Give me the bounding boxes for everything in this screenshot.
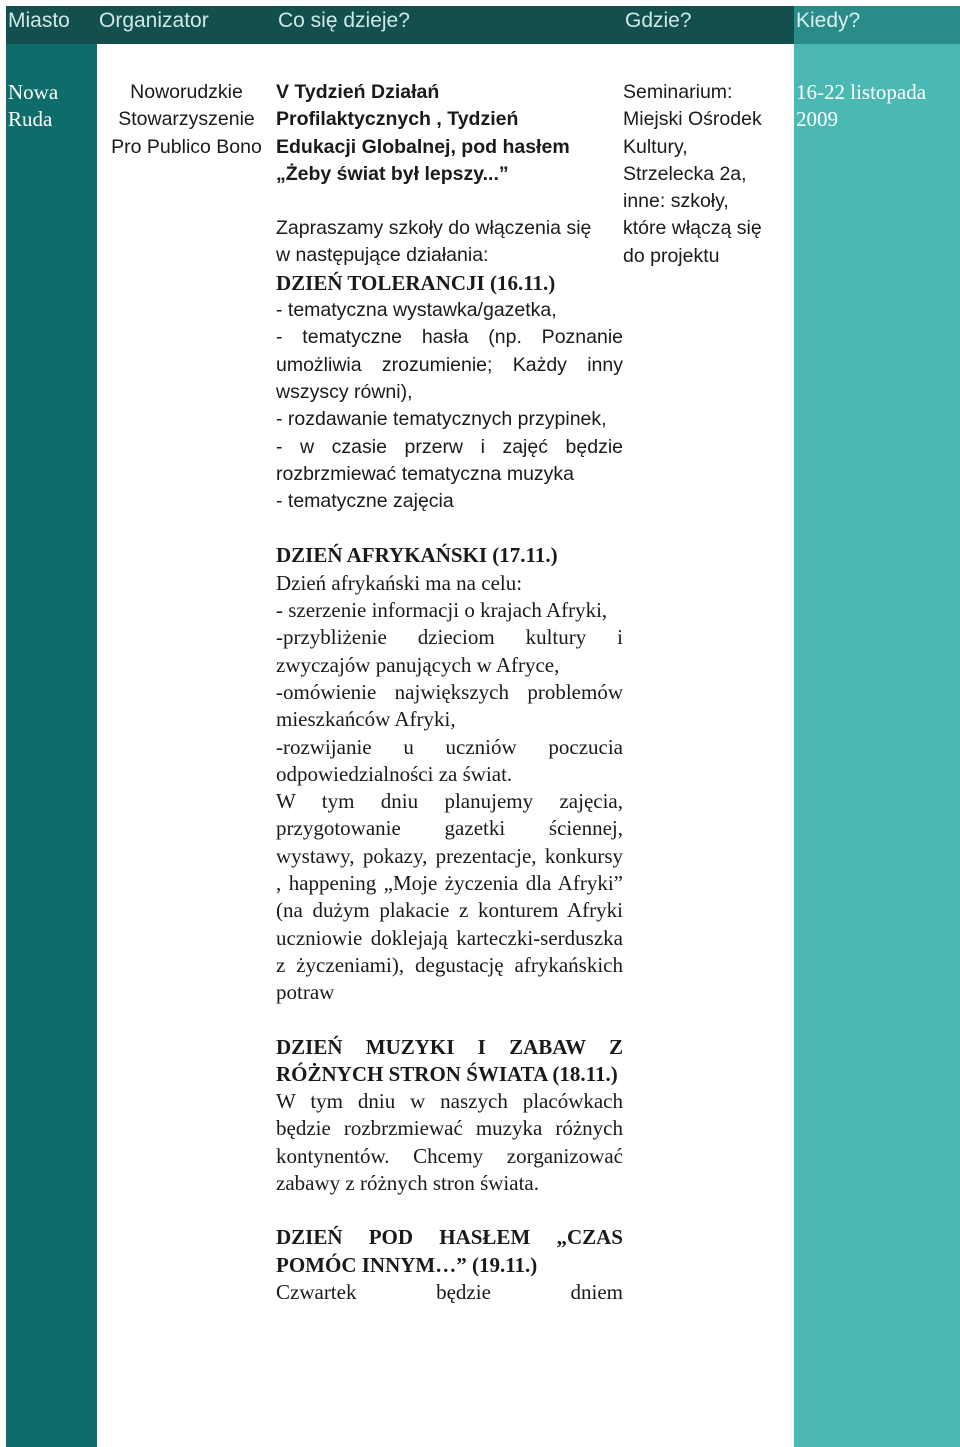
event-title-line: V Tydzień Działań [276, 81, 440, 103]
pomoc-text: Czwartek będzie dniem [276, 1279, 623, 1304]
tolerancja-item: - tematyczna wystawka/gazetka, [276, 299, 557, 322]
event-title-line: Profilaktycznych , Tydzień [276, 108, 519, 131]
invite-line: Zapraszamy szkoły do włączenia się [276, 217, 592, 240]
tolerancja-item: - tematyczne hasła (np. Poznanie umożliwia zrozumienie; Każdy inny wszyscy równi), [276, 326, 623, 403]
cell-miasto [6, 79, 97, 134]
organizator-line: Noworudzkie [130, 81, 243, 103]
section-gap [276, 1007, 623, 1034]
cell-gdzie: Seminarium: Miejski Ośrodek Kultury, Strzelecka 2a, inne: szkoły, które włączą się do projektu [623, 81, 762, 267]
header-kiedy: Kiedy? [794, 6, 960, 44]
afryka-item: -rozwijanie u uczniów poczucia odpowiedzialności za świat. [276, 734, 623, 786]
section-gap [276, 1197, 623, 1224]
tolerancja-heading: DZIEŃ TOLERANCJI (16.11.) [276, 270, 556, 295]
muzyka-text: W tym dniu w naszych placówkach będzie rozbrzmiewać muzyka różnych kontynentów. Chcemy zorganizować zabawy z różnych stron świata. [276, 1089, 623, 1195]
cell-kiedy [794, 79, 960, 134]
kiedy-line: 2009 [796, 107, 838, 132]
header-co-sie-dzieje: Co się dzieje? [278, 9, 410, 32]
column-miasto-bg [6, 6, 97, 1447]
column-kiedy-bg [794, 6, 960, 1447]
column-organizator-bg [97, 6, 276, 1447]
header-miasto: Miasto [8, 9, 70, 32]
invite-line: w następujące działania: [276, 244, 489, 267]
afryka-heading: DZIEŃ AFRYKAŃSKI (17.11.) [276, 543, 558, 568]
miasto-line: Ruda [8, 107, 53, 132]
event-title-line: „Żeby świat był lepszy...” [276, 162, 509, 185]
program-table [6, 6, 960, 1447]
afryka-intro: Dzień afrykański ma na celu: [276, 570, 523, 595]
afryka-item: -omówienie największych problemów mieszkańców Afryki, [276, 679, 623, 732]
afryka-item: -przybliżenie dzieciom kultury i zwyczajów panujących w Afryce, [276, 625, 623, 677]
tolerancja-item: - rozdawanie tematycznych przypinek, [276, 408, 607, 431]
organizator-line: Stowarzyszenie [118, 108, 255, 131]
cell-co-sie-dzieje [276, 79, 623, 1306]
tolerancja-item: - tematyczne zajęcia [276, 490, 454, 513]
event-title-line: Edukacji Globalnej, pod hasłem [276, 135, 570, 158]
pomoc-heading: DZIEŃ POD HASŁEM „CZAS POMÓC INNYM…” (19.11.) [276, 1225, 623, 1277]
afryka-plan: W tym dniu planujemy zajęcia, przygotowanie gazetki ściennej, wystawy, pokazy, prezentacje, konkursy , happening „Moje życzenia dla Afryki” (na dużym plakacie z konturem Afryki uczniowie doklejają karteczki-serduszka z życzeniami), degustację afrykańskich potraw [276, 789, 623, 1005]
kiedy-line: 16-22 listopada [796, 80, 927, 104]
header-organizator: Organizator [99, 9, 209, 32]
muzyka-heading: DZIEŃ MUZYKI I ZABAW Z RÓŻNYCH STRON ŚWIATA (18.11.) [276, 1034, 623, 1086]
section-gap [276, 515, 623, 542]
cell-organizator [97, 79, 276, 161]
table-header-row [6, 6, 960, 44]
tolerancja-item: - w czasie przerw i zajęć będzie rozbrzmiewać tematyczna muzyka [276, 435, 623, 485]
afryka-item: - szerzenie informacji o krajach Afryki, [276, 598, 608, 623]
organizator-line: Pro Publico Bono [111, 135, 262, 158]
header-gdzie: Gdzie? [625, 9, 692, 32]
miasto-line: Nowa [8, 80, 59, 104]
